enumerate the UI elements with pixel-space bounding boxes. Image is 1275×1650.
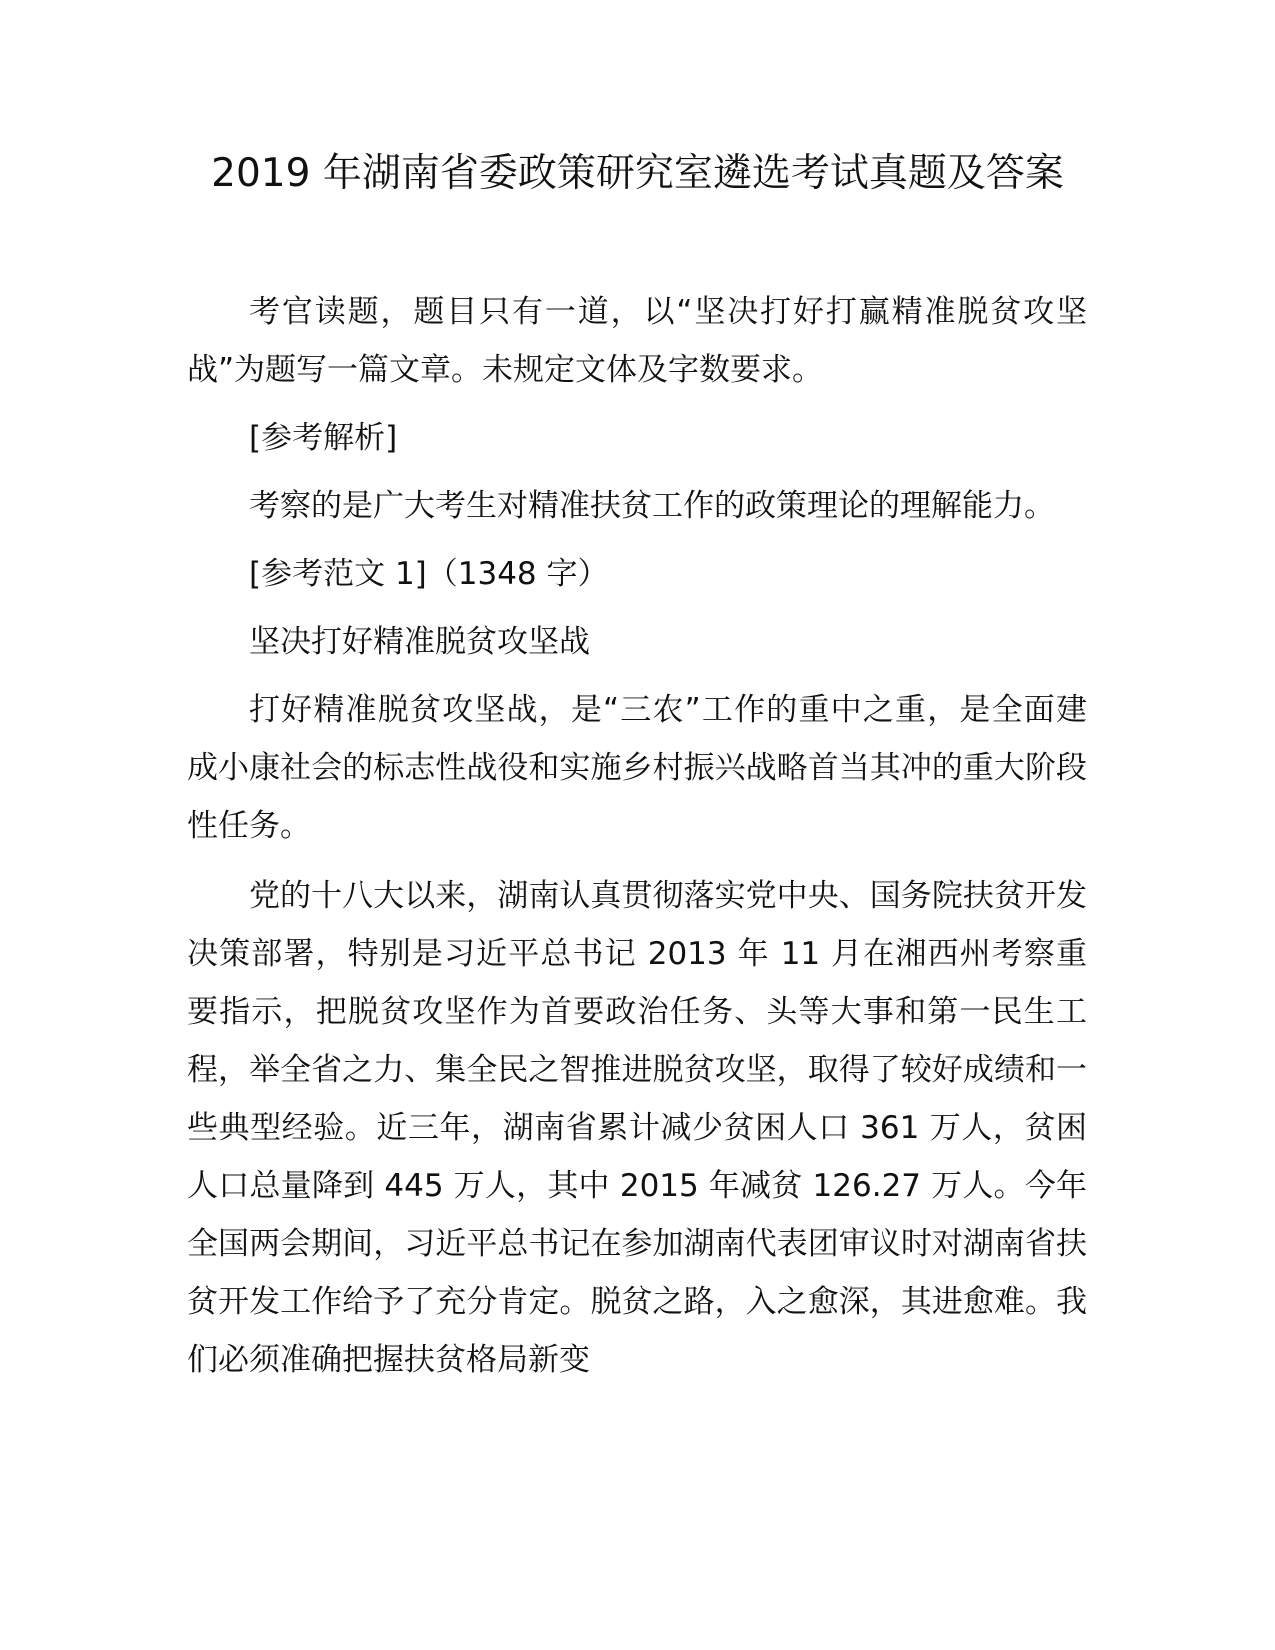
paragraph-body: 党的十八大以来，湖南认真贯彻落实党中央、国务院扶贫开发决策部署，特别是习近平总书记 2013 年 11 月在湘西州考察重要指示，把脱贫攻坚作为首要政治任务、头等大事和第一民生工程，举全省之力、集全民之智推进脱贫攻坚，取得了较好成绩和一些典型经验。近三年，湖南省累计减少贫困人口 361 万人，贫困人口总量降到 445 万人，其中 2015 年减贫 126.27 万人。今年全国两会期间，习近平总书记在参加湖南代表团审议时对湖南省扶贫开发工作给予了充分肯定。脱贫之路，入之愈深，其进愈难。我们必须准确把握扶贫格局新变 bbox=[187, 878, 1087, 1378]
paragraph-question: 考官读题，题目只有一道，以“坚决打好打赢精准脱贫攻坚战”为题写一篇文章。未规定文体及字数要求。 bbox=[187, 294, 1087, 388]
paragraph-analysis: 考察的是广大考生对精准扶贫工作的政策理论的理解能力。 bbox=[249, 488, 1055, 524]
paragraph-analysis-heading: [参考解析] bbox=[249, 420, 398, 456]
document-title: 2019 年湖南省委政策研究室遴选考试真题及答案 bbox=[211, 151, 1064, 196]
paragraph-intro: 打好精准脱贫攻坚战，是“三农”工作的重中之重，是全面建成小康社会的标志性战役和实施乡村振兴战略首当其冲的重大阶段性任务。 bbox=[187, 692, 1087, 844]
paragraph-sample-heading: [参考范文 1]（1348 字） bbox=[249, 556, 609, 592]
paragraph-essay-title: 坚决打好精准脱贫攻坚战 bbox=[249, 624, 590, 660]
document-body bbox=[187, 283, 1087, 1389]
